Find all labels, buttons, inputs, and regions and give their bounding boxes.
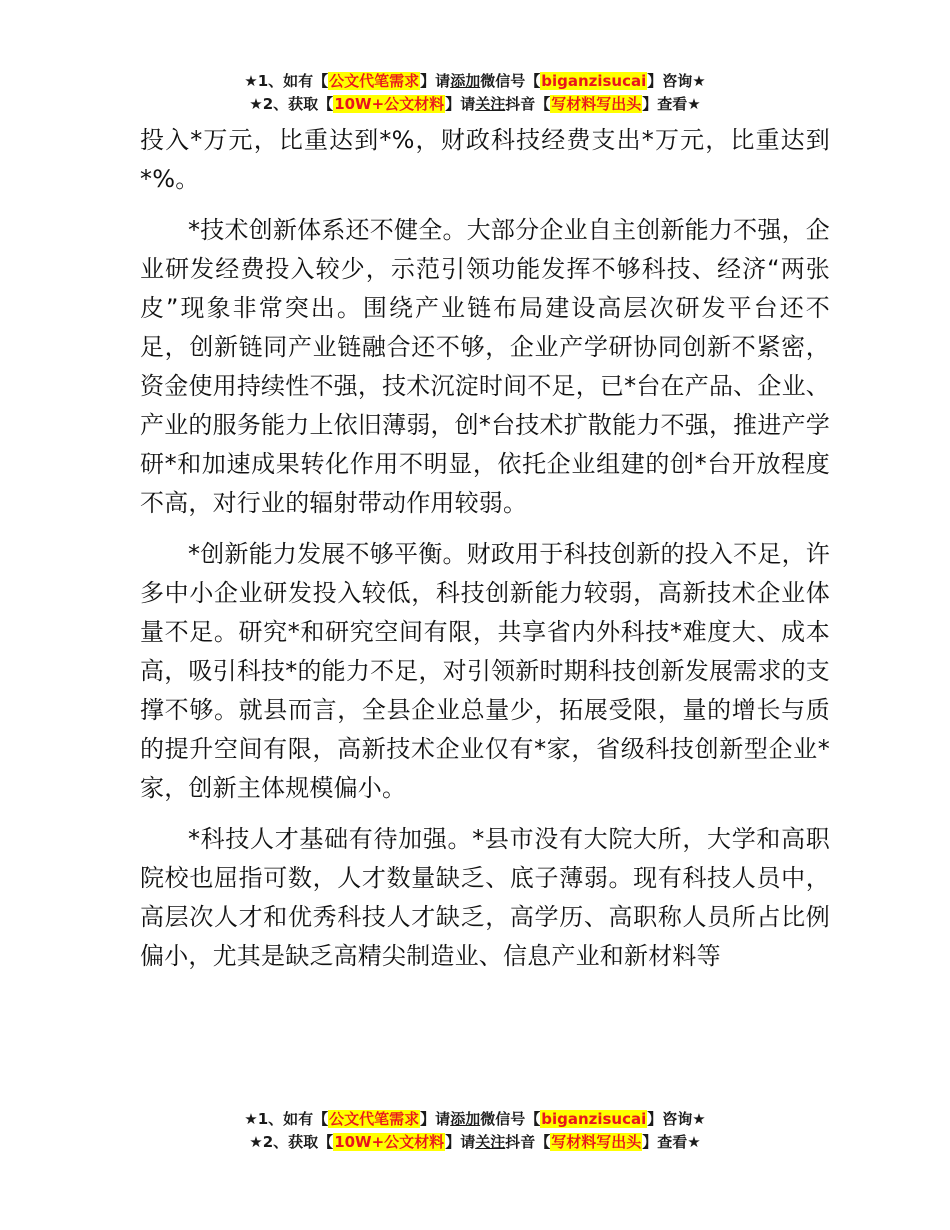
highlight-wechat-id: biganzisucai bbox=[541, 72, 647, 90]
banner-text: ★2、获取【 bbox=[249, 1133, 334, 1151]
banner-text: 抖音【 bbox=[505, 1133, 551, 1151]
footer-banner bbox=[0, 1108, 950, 1154]
header-banner bbox=[0, 70, 950, 116]
banner-text: 】请 bbox=[445, 95, 476, 113]
banner-text: 微信号【 bbox=[480, 1110, 541, 1128]
banner-line-2 bbox=[0, 93, 950, 116]
paragraph: *创新能力发展不够平衡。财政用于科技创新的投入不足，许多中小企业研发投入较低，科技创新能力较弱，高新技术企业体量不足。研究*和研究空间有限，共享省内外科技*难度大、成本高，吸引科技*的能力不足，对引领新时期科技创新发展需求的支撑不够。就县而言，全县企业总量少，拓展受限，量的增长与质的提升空间有限，高新技术企业仅有*家，省级科技创新型企业*家，创新主体规模偏小。 bbox=[140, 540, 830, 802]
highlight-service: 公文代笔需求 bbox=[329, 1110, 420, 1128]
banner-line-1 bbox=[0, 1108, 950, 1131]
banner-text: 】咨询★ bbox=[647, 72, 706, 90]
highlight-materials: 10W+公文材料 bbox=[334, 95, 445, 113]
banner-emphasis: 添加 bbox=[450, 72, 481, 90]
banner-emphasis: 关注 bbox=[475, 1133, 506, 1151]
banner-emphasis: 添加 bbox=[450, 1110, 481, 1128]
highlight-service: 公文代笔需求 bbox=[329, 72, 420, 90]
banner-text: ★2、获取【 bbox=[249, 95, 334, 113]
banner-text: 】请 bbox=[420, 1110, 451, 1128]
banner-text: 】咨询★ bbox=[647, 1110, 706, 1128]
banner-text: 】请 bbox=[420, 72, 451, 90]
paragraph: *技术创新体系还不健全。大部分企业自主创新能力不强，企业研发经费投入较少，示范引领功能发挥不够科技、经济“两张皮”现象非常突出。围绕产业链布局建设高层次研发平台还不足，创新链同产业链融合还不够，企业产学研协同创新不紧密，资金使用持续性不强，技术沉淀时间不足，已*台在产品、企业、产业的服务能力上依旧薄弱，创*台技术扩散能力不强，推进产学研*和加速成果转化作用不明显，依托企业组建的创*台开放程度不高，对行业的辐射带动作用较弱。 bbox=[140, 216, 830, 517]
banner-text: 】查看★ bbox=[642, 1133, 701, 1151]
paragraph: *科技人才基础有待加强。*县市没有大院大所，大学和高职院校也屈指可数，人才数量缺乏、底子薄弱。现有科技人员中，高层次人才和优秀科技人才缺乏，高学历、高职称人员所占比例偏小，尤其是缺乏高精尖制造业、信息产业和新材料等 bbox=[140, 825, 830, 970]
banner-text: 微信号【 bbox=[480, 72, 541, 90]
banner-emphasis: 关注 bbox=[475, 95, 506, 113]
banner-line-1 bbox=[0, 70, 950, 93]
highlight-wechat-id: biganzisucai bbox=[541, 1110, 647, 1128]
highlight-douyin-account: 写材料写出头 bbox=[551, 95, 642, 113]
document-body bbox=[140, 121, 830, 988]
paragraph: 投入*万元，比重达到*%，财政科技经费支出*万元，比重达到*%。 bbox=[140, 126, 830, 193]
banner-text: 抖音【 bbox=[505, 95, 551, 113]
highlight-douyin-account: 写材料写出头 bbox=[551, 1133, 642, 1151]
banner-text: ★1、如有【 bbox=[244, 72, 329, 90]
banner-text: 】查看★ bbox=[642, 95, 701, 113]
highlight-materials: 10W+公文材料 bbox=[334, 1133, 445, 1151]
banner-text: 】请 bbox=[445, 1133, 476, 1151]
banner-line-2 bbox=[0, 1131, 950, 1154]
banner-text: ★1、如有【 bbox=[244, 1110, 329, 1128]
